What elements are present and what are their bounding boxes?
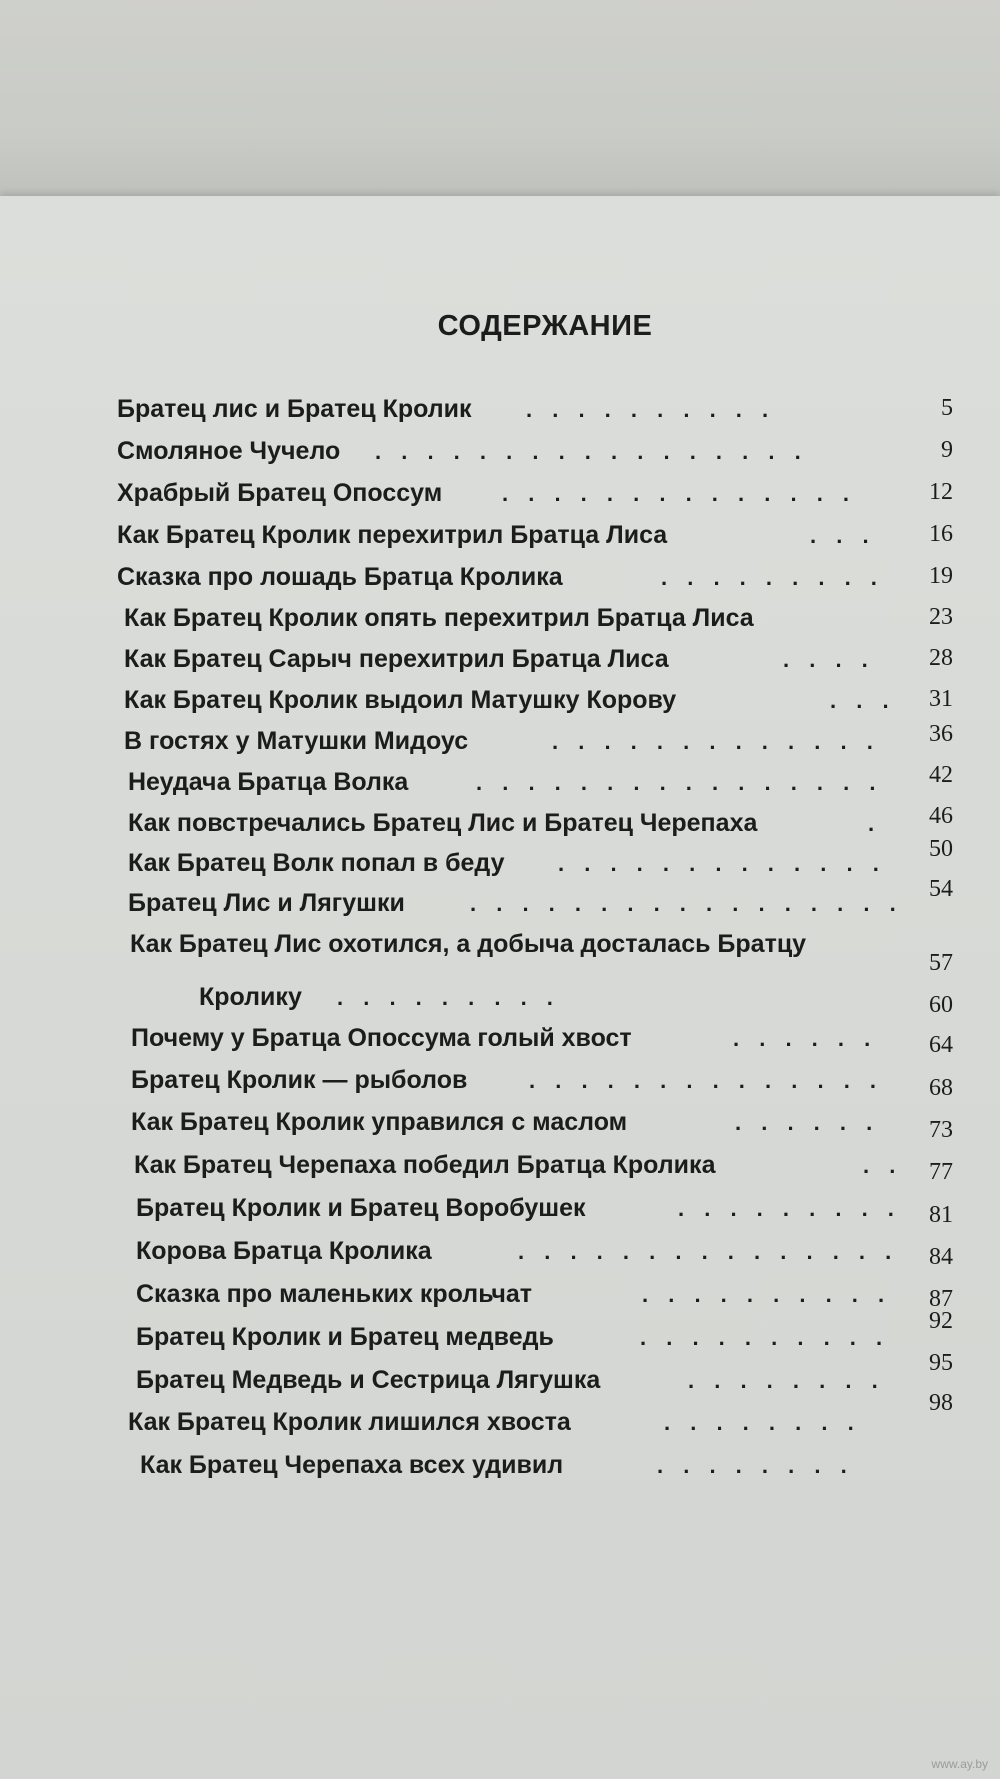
toc-page-number: 19 [929, 563, 953, 589]
toc-entry-title: Братец Кролик и Братец медведь [136, 1323, 554, 1351]
toc-entry-title: Как Братец Лис охотился, а добыча досталась Братцу [130, 930, 807, 958]
toc-page-number: 9 [941, 437, 953, 463]
toc-leader-dots: . . . . [783, 647, 875, 672]
toc-leader-dots: . . . . . . . . . . . . . . . . . [470, 891, 903, 916]
toc-entry-title: Братец Лис и Лягушки [128, 889, 405, 917]
toc-leader-dots: . . . . . . . . . [661, 565, 884, 590]
toc-entry-title: Братец Кролик и Братец Воробушек [136, 1194, 586, 1222]
toc-leader-dots: . . . . . . . . . [337, 985, 560, 1010]
toc-entry-title: Как Братец Черепаха всех удивил [140, 1451, 564, 1479]
toc-page-number: 64 [929, 1032, 953, 1058]
toc-leader-dots: . . . [830, 688, 896, 713]
page-title: СОДЕРЖАНИЕ [437, 310, 653, 342]
toc-page-number: 73 [929, 1117, 953, 1143]
toc-leader-dots: . . . [810, 523, 876, 548]
toc-page-number: 46 [929, 803, 953, 829]
toc-leader-dots: . . . . . . . . . . [642, 1282, 892, 1307]
toc-entry-title: Корова Братца Кролика [136, 1237, 432, 1265]
toc-entry-title: Почему у Братца Опоссума голый хвост [131, 1024, 632, 1052]
toc-leader-dots: . . . . . . [735, 1110, 880, 1135]
toc-leader-dots: . . . . . . . . . . . . . . . . . [375, 439, 808, 464]
toc-entry-title: Как Братец Кролик перехитрил Братца Лиса [117, 521, 668, 549]
toc-leader-dots: . . [863, 1153, 903, 1178]
toc-page-number: 77 [929, 1159, 953, 1185]
toc-leader-dots: . . . . . . . . . [678, 1196, 901, 1221]
toc-entry-title: Сказка про маленьких крольчат [136, 1280, 533, 1308]
toc-entry-title: Храбрый Братец Опоссум [117, 479, 443, 507]
toc-page-number: 68 [929, 1075, 953, 1101]
toc-entry-title: Смоляное Чучело [117, 437, 341, 465]
toc-leader-dots: . [868, 811, 882, 836]
toc-page-number: 5 [941, 395, 953, 421]
toc-page-number: 12 [929, 479, 953, 505]
toc-leader-dots: . . . . . . . . [688, 1368, 885, 1393]
toc-page-number: 28 [929, 645, 953, 671]
toc-page-number: 98 [929, 1390, 953, 1416]
toc-leader-dots: . . . . . . . . . . [526, 397, 776, 422]
toc-entry-title: Братец лис и Братец Кролик [117, 395, 472, 423]
toc-page-number: 95 [929, 1350, 953, 1376]
toc-entry-title: Как Братец Сарыч перехитрил Братца Лиса [124, 645, 669, 673]
toc-entry-title: Как Братец Кролик лишился хвоста [128, 1408, 571, 1436]
watermark: www.ay.by [931, 1757, 988, 1771]
toc-page-number: 54 [929, 876, 953, 902]
toc-leader-dots: . . . . . . [733, 1026, 878, 1051]
toc-leader-dots: . . . . . . . . . . . . . . . . [476, 770, 883, 795]
toc-entry-title: Братец Медведь и Сестрица Лягушка [136, 1366, 601, 1394]
toc-page-number: 16 [929, 521, 953, 547]
toc-leader-dots: . . . . . . . . . . [640, 1325, 890, 1350]
toc-entry-title: Неудача Братца Волка [128, 768, 409, 796]
toc-entry-title: Братец Кролик — рыболов [131, 1066, 468, 1094]
toc-leader-dots: . . . . . . . . . . . . . [552, 729, 880, 754]
toc-leader-dots: . . . . . . . . . . . . . . . [518, 1239, 899, 1264]
toc-page-number: 60 [929, 992, 953, 1018]
toc-page-number: 42 [929, 762, 953, 788]
toc-leader-dots: . . . . . . . . [664, 1410, 861, 1435]
toc-entry-title: В гостях у Матушки Мидоус [124, 727, 469, 755]
toc-page-number: 81 [929, 1202, 953, 1228]
toc-entry-title: Как Братец Кролик выдоил Матушку Корову [124, 686, 677, 714]
toc-page-number: 57 [929, 950, 953, 976]
toc-leader-dots: . . . . . . . . . . . . . [558, 851, 886, 876]
toc-entry-title: Кролику [199, 983, 302, 1011]
toc-leader-dots: . . . . . . . . . . . . . . [502, 481, 857, 506]
toc-entry-title: Как Братец Волк попал в беду [128, 849, 505, 877]
toc-page-number: 50 [929, 836, 953, 862]
toc-page-number: 92 [929, 1308, 953, 1334]
toc-leader-dots: . . . . . . . . . . . . . . [529, 1068, 884, 1093]
toc-entry-title: Как Братец Черепаха победил Братца Кролика [134, 1151, 716, 1179]
toc-page-number: 31 [929, 686, 953, 712]
toc-leader-dots: . . . . . . . . [657, 1453, 854, 1478]
toc-page-number: 36 [929, 721, 953, 747]
toc-entry-title: Как Братец Кролик управился с маслом [131, 1108, 628, 1136]
toc-entry-title: Сказка про лошадь Братца Кролика [117, 563, 563, 591]
toc-entry-title: Как повстречались Братец Лис и Братец Черепаха [128, 809, 758, 837]
toc-entry-title: Как Братец Кролик опять перехитрил Братца Лиса [124, 604, 754, 632]
toc-page-number: 84 [929, 1244, 953, 1270]
toc-page-number: 23 [929, 604, 953, 630]
toc-page-number: 87 [929, 1286, 953, 1312]
